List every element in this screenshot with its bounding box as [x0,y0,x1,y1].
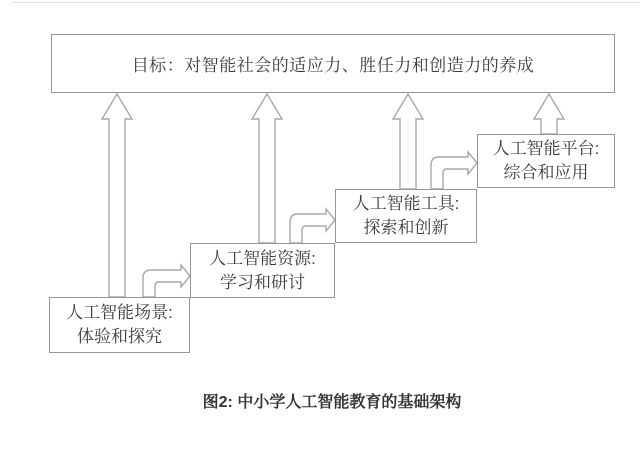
step-subtitle: 探索和创新 [363,218,449,237]
step-title: 人工智能资源: [209,248,316,268]
step-box-ai-scenes [49,297,190,353]
elbow-arrow-scenes-to-resources [143,265,190,297]
up-arrow-from-platform [534,94,564,134]
step-title: 人工智能场景: [66,303,173,322]
goal-text: 目标：对智能社会的适应力、胜任力和创造力的养成 [131,56,535,75]
step-subtitle: 体验和探究 [77,327,162,346]
elbow-arrow-resources-to-tools [290,209,335,243]
up-arrow-from-resources [252,94,282,243]
step-subtitle: 学习和研讨 [220,272,305,292]
up-arrow-from-tools [393,94,423,189]
elbow-arrow-tools-to-platform [431,152,477,189]
figure-caption: 图2: 中小学人工智能教育的基础架构 [202,394,462,411]
step-box-ai-resources [190,243,335,298]
goal-box [51,34,615,93]
step-box-ai-platform [477,134,615,188]
step-box-ai-tools [335,189,477,243]
step-title: 人工智能工具: [352,194,460,213]
up-arrow-from-scenes [102,94,132,297]
step-subtitle: 综合和应用 [503,163,589,182]
step-title: 人工智能平台: [492,139,600,158]
